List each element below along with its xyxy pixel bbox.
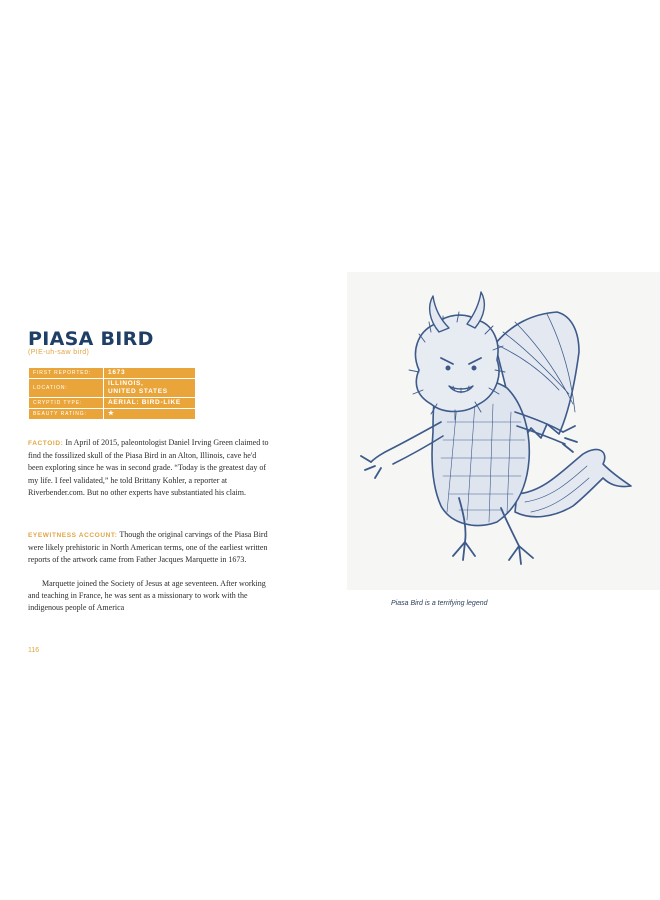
- star-icon: ★: [104, 409, 196, 420]
- fact-label: LOCATION:: [29, 379, 104, 398]
- mane-shape: [416, 315, 499, 411]
- fact-value: ILLINOIS, UNITED STATES: [104, 379, 196, 398]
- fact-row-location: [29, 379, 196, 398]
- piasa-bird-illustration: [347, 272, 660, 590]
- claw-shape: [361, 456, 381, 478]
- fact-row-cryptid-type: [29, 398, 196, 409]
- page-number: 116: [28, 647, 40, 654]
- entry-title: PIASA BIRD: [28, 328, 154, 350]
- fact-value: 1673: [104, 368, 196, 379]
- fact-row-beauty-rating: [29, 409, 196, 420]
- fact-table: [28, 367, 196, 420]
- eyewitness-continued-paragraph: Marquette joined the Society of Jesus at age seventeen. After working and teaching in France, he was sent as a missionary to work with the indigenous people of America: [28, 579, 266, 613]
- factoid-label: FACTOID:: [28, 440, 64, 447]
- eyewitness-paragraph: [28, 529, 273, 567]
- fact-value: AERIAL: BIRD-LIKE: [104, 398, 196, 409]
- foot-claw-shape: [453, 542, 533, 564]
- eyewitness-label: EYEWITNESS ACCOUNT:: [28, 532, 118, 539]
- eye-shape: [446, 366, 451, 371]
- factoid-text: In April of 2015, paleontologist Daniel Irving Green claimed to find the fossilized skull of the Piasa Bird in an Alton, Illinois, cave he'd been exploring since he was in second grade. “Today is the greatest day of my life. I feel validated,” he told Brittany Kohler, a reporter at Riverbender.com. But no other experts have substantiated his claim.: [28, 438, 269, 497]
- fact-label: FIRST REPORTED:: [29, 368, 104, 379]
- tail-shape: [515, 449, 631, 516]
- illustration-caption: Piasa Bird is a terrifying legend: [391, 600, 488, 607]
- eyewitness-text: Though the original carvings of the Piasa Bird were likely prehistoric in North American terms, one of the earliest written reports of the artwork came from Father Jacques Marquette in 1673.: [28, 530, 268, 565]
- fact-label: BEAUTY RATING:: [29, 409, 104, 420]
- pronunciation: (PIE-uh-saw bird): [28, 349, 90, 356]
- factoid-paragraph: [28, 437, 273, 499]
- fact-label: CRYPTID TYPE:: [29, 398, 104, 409]
- fact-row-first-reported: [29, 368, 196, 379]
